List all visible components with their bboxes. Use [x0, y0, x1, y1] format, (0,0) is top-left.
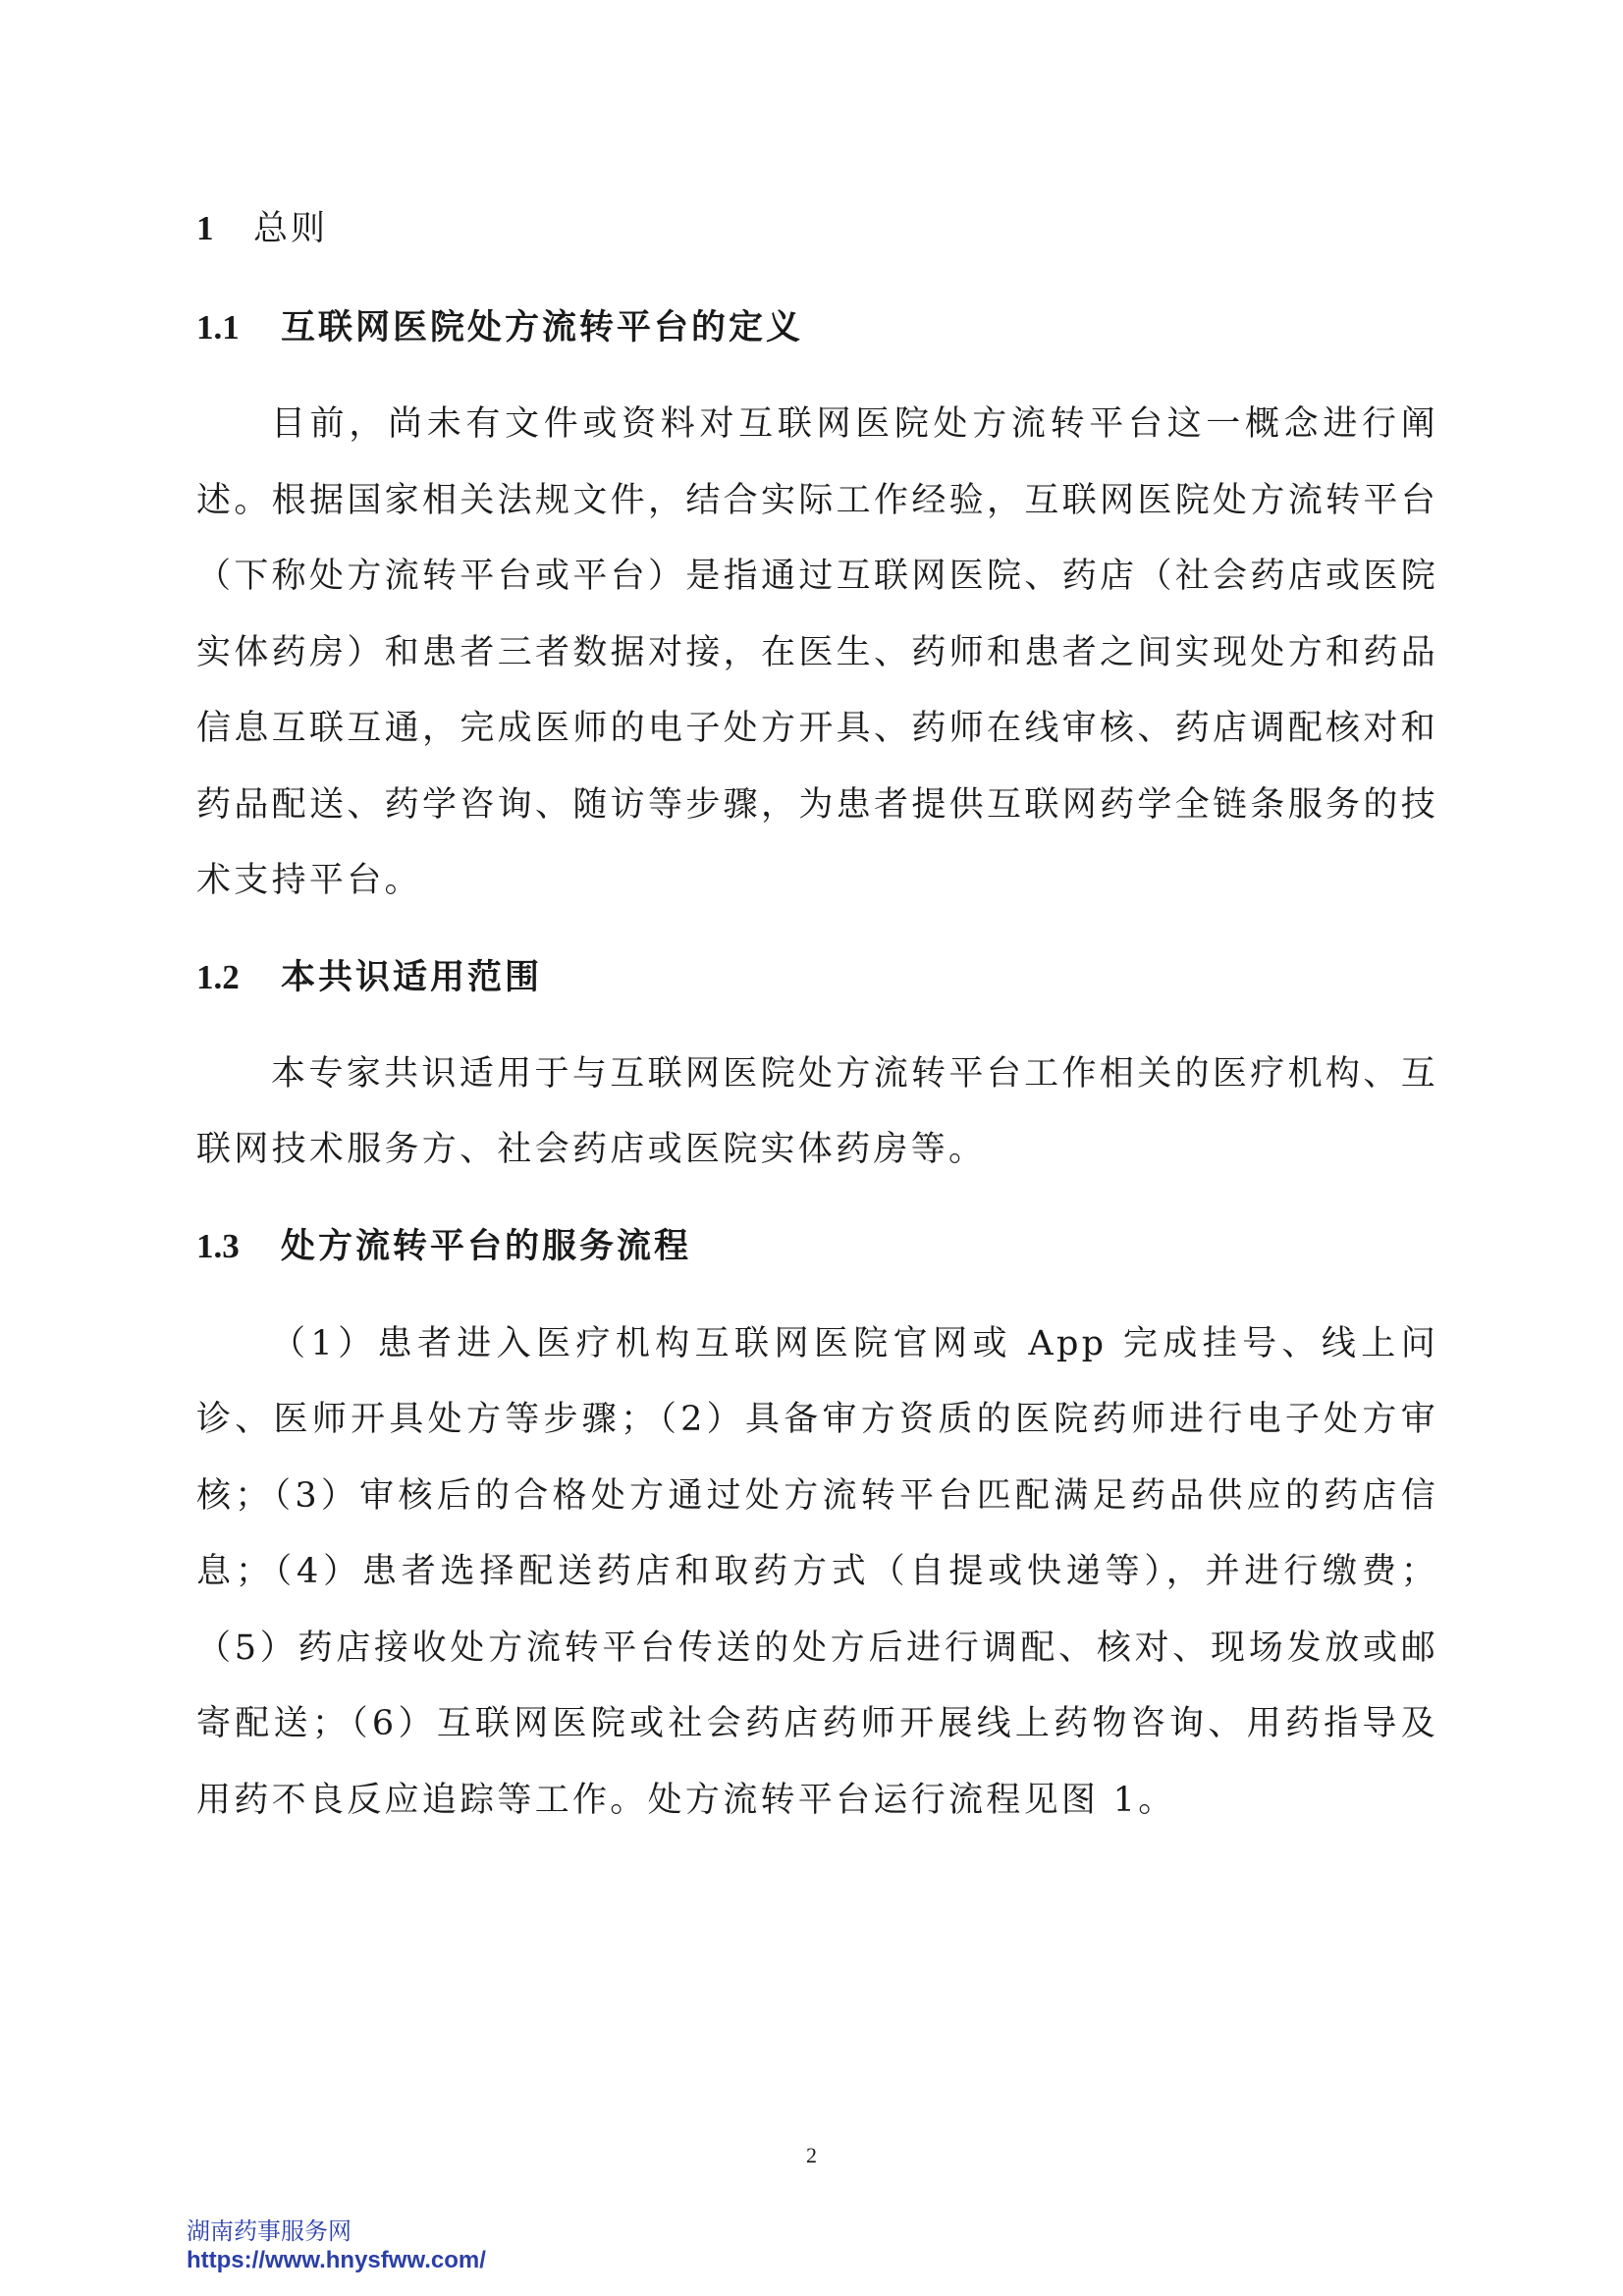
section-title: 互联网医院处方流转平台的定义 — [281, 308, 804, 347]
section-number: 1 — [196, 209, 214, 247]
section-number: 1.3 — [196, 1226, 240, 1265]
section-title: 处方流转平台的服务流程 — [281, 1226, 692, 1266]
footer-site-name: 湖南药事服务网 — [187, 2217, 352, 2245]
paragraph-service-flow: （1）患者进入医疗机构互联网医院官网或 App 完成挂号、线上问诊、医师开具处方等步骤；（2）具备审方资质的医院药师进行电子处方审核；（3）审核后的合格处方通过处方流转平台匹配满足药品供应的药店信息；（4）患者选择配送药店和取药方式（自提或快递等），并进行缴费；（5）药店接收处方流转平台传送的处方后进行调配、核对、现场发放或邮寄配送；（6）互联网医院或社会药店药师开展线上药物咨询、用药指导及用药不良反应追踪等工作。处方流转平台运行流程见图 1。 — [196, 1323, 1438, 1820]
footer-watermark — [187, 2216, 486, 2275]
section-heading-1-1 — [196, 305, 1438, 350]
page-number: 2 — [806, 2143, 817, 2167]
section-number: 1.2 — [196, 957, 240, 996]
section-title: 本共识适用范围 — [281, 957, 543, 997]
section-title: 总则 — [253, 209, 329, 248]
section-heading-1 — [196, 206, 1438, 251]
paragraph-definition: 目前，尚未有文件或资料对互联网医院处方流转平台这一概念进行阐述。根据国家相关法规文件，结合实际工作经验，互联网医院处方流转平台（下称处方流转平台或平台）是指通过互联网医院、药店（社会药店或医院实体药房）和患者三者数据对接，在医生、药师和患者之间实现处方和药品信息互联互通，完成医师的电子处方开具、药师在线审核、药店调配核对和药品配送、药学咨询、随访等步骤，为患者提供互联网药学全链条服务的技术支持平台。 — [196, 404, 1438, 900]
section-heading-1-3 — [196, 1224, 1438, 1269]
section-heading-1-2 — [196, 955, 1438, 1000]
document-body — [196, 206, 1438, 1839]
footer-site-link[interactable]: https://www.hnysfww.com/ — [187, 2247, 486, 2273]
paragraph-scope: 本专家共识适用于与互联网医院处方流转平台工作相关的医疗机构、互联网技术服务方、社会药店或医院实体药房等。 — [196, 1053, 1438, 1169]
section-number: 1.1 — [196, 308, 240, 347]
